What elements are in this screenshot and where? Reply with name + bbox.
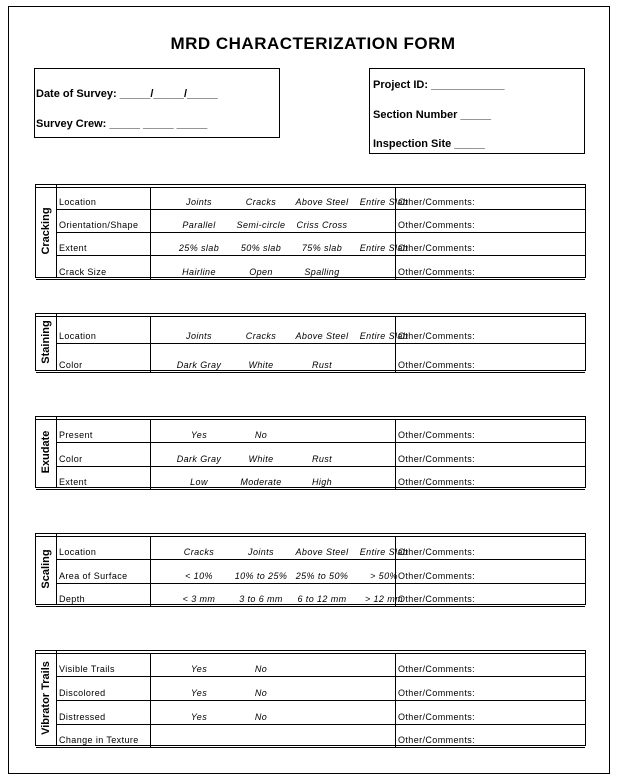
option-choice[interactable]: 25% to 50%: [295, 571, 349, 581]
option-choice[interactable]: Above Steel: [295, 331, 349, 341]
column-divider: [395, 344, 396, 372]
option-choice[interactable]: Dark Gray: [176, 454, 222, 464]
row-label: Orientation/Shape: [59, 220, 139, 230]
option-choice[interactable]: Dark Gray: [176, 360, 222, 370]
table-row: [56, 344, 585, 372]
column-divider: [150, 316, 151, 343]
column-divider: [150, 187, 151, 209]
other-comments-field[interactable]: Other/Comments:: [398, 267, 476, 277]
column-divider: [395, 725, 396, 747]
survey-crew-field[interactable]: Survey Crew: _____ _____ _____: [36, 118, 208, 130]
other-comments-field[interactable]: Other/Comments:: [398, 331, 476, 341]
row-label: Location: [59, 547, 97, 557]
option-choice[interactable]: Entire Slab: [359, 197, 409, 207]
section-vibrator-trails: [35, 650, 586, 746]
option-choice[interactable]: Joints: [186, 197, 212, 207]
option-choice[interactable]: Yes: [190, 712, 208, 722]
other-comments-field[interactable]: Other/Comments:: [398, 477, 476, 487]
column-divider: [395, 677, 396, 700]
column-divider: [395, 467, 396, 489]
column-divider: [150, 653, 151, 676]
other-comments-field[interactable]: Other/Comments:: [398, 430, 476, 440]
column-divider: [395, 210, 396, 232]
other-comments-field[interactable]: Other/Comments:: [398, 243, 476, 253]
other-comments-field[interactable]: Other/Comments:: [398, 688, 476, 698]
column-divider: [150, 443, 151, 466]
option-choice[interactable]: Spalling: [304, 267, 340, 277]
option-choice[interactable]: Entire Slab: [359, 331, 409, 341]
project-id-field[interactable]: Project ID: ____________: [373, 79, 505, 91]
table-row: [56, 443, 585, 467]
other-comments-field[interactable]: Other/Comments:: [398, 571, 476, 581]
section-label: Scaling: [40, 549, 52, 589]
option-choice[interactable]: > 12 mm: [364, 594, 404, 604]
survey-info-box: [34, 68, 280, 138]
option-choice[interactable]: < 3 mm: [182, 594, 216, 604]
option-choice[interactable]: Cracks: [245, 197, 277, 207]
option-choice[interactable]: Moderate: [240, 477, 282, 487]
option-choice[interactable]: No: [254, 712, 268, 722]
option-choice[interactable]: 50% slab: [240, 243, 282, 253]
option-choice[interactable]: Entire Slab: [359, 547, 409, 557]
inspection-site-field[interactable]: Inspection Site _____: [373, 138, 485, 150]
option-choice[interactable]: Yes: [190, 664, 208, 674]
option-choice[interactable]: Above Steel: [295, 197, 349, 207]
row-label: Location: [59, 331, 97, 341]
column-divider: [395, 653, 396, 676]
column-divider: [395, 419, 396, 442]
other-comments-field[interactable]: Other/Comments:: [398, 454, 476, 464]
table-row: [56, 467, 585, 489]
row-label: Visible Trails: [59, 664, 115, 674]
table-row: [56, 256, 585, 279]
section-cracking: [35, 184, 586, 278]
column-divider: [395, 256, 396, 279]
option-choice[interactable]: Joints: [248, 547, 274, 557]
option-choice[interactable]: < 10%: [185, 571, 213, 581]
table-row: [56, 210, 585, 233]
section-label: Exudate: [40, 430, 52, 474]
date-of-survey-field[interactable]: Date of Survey: _____/_____/_____: [36, 88, 218, 100]
row-label: Change in Texture: [59, 735, 139, 745]
column-divider: [150, 584, 151, 606]
section-exudate: [35, 416, 586, 488]
other-comments-field[interactable]: Other/Comments:: [398, 220, 476, 230]
other-comments-field[interactable]: Other/Comments:: [398, 664, 476, 674]
option-choice[interactable]: No: [254, 430, 268, 440]
other-comments-field[interactable]: Other/Comments:: [398, 594, 476, 604]
option-choice[interactable]: 3 to 6 mm: [239, 594, 283, 604]
row-label: Color: [59, 360, 83, 370]
option-choice[interactable]: Yes: [190, 688, 208, 698]
table-row: [56, 187, 585, 210]
section-label: Vibrator Trails: [40, 661, 52, 735]
column-divider: [150, 467, 151, 489]
section-label-cell: [36, 417, 57, 487]
option-choice[interactable]: Open: [249, 267, 273, 277]
column-divider: [150, 233, 151, 255]
section-label-cell: [36, 651, 57, 745]
option-choice[interactable]: Semi-circle: [236, 220, 286, 230]
column-divider: [395, 701, 396, 724]
table-row: [56, 677, 585, 701]
option-choice[interactable]: 6 to 12 mm: [297, 594, 347, 604]
section-label: Staining: [40, 320, 52, 364]
section-label-cell: [36, 534, 57, 604]
option-choice[interactable]: No: [254, 664, 268, 674]
option-choice[interactable]: Hairline: [182, 267, 216, 277]
row-label: Location: [59, 197, 97, 207]
column-divider: [395, 443, 396, 466]
table-row: [56, 584, 585, 606]
option-choice[interactable]: Joints: [186, 331, 212, 341]
column-divider: [150, 701, 151, 724]
option-choice[interactable]: Above Steel: [295, 547, 349, 557]
table-row: [56, 560, 585, 584]
table-row: [56, 233, 585, 256]
project-info-box: [369, 68, 585, 154]
column-divider: [150, 560, 151, 583]
table-row: [56, 653, 585, 677]
table-row: [56, 316, 585, 344]
option-choice[interactable]: Cracks: [245, 331, 277, 341]
option-choice[interactable]: 75% slab: [301, 243, 343, 253]
option-choice[interactable]: White: [248, 454, 274, 464]
option-choice[interactable]: Rust: [311, 454, 333, 464]
option-choice[interactable]: White: [248, 360, 274, 370]
section-scaling: [35, 533, 586, 605]
option-choice[interactable]: 10% to 25%: [234, 571, 288, 581]
table-row: [56, 725, 585, 747]
option-choice[interactable]: Parallel: [182, 220, 216, 230]
option-choice[interactable]: Cracks: [183, 547, 215, 557]
section-label-cell: [36, 314, 57, 370]
column-divider: [150, 419, 151, 442]
column-divider: [150, 210, 151, 232]
row-label: Depth: [59, 594, 86, 604]
option-choice[interactable]: Entire Slab: [359, 243, 409, 253]
column-divider: [150, 725, 151, 747]
row-label: Extent: [59, 477, 87, 487]
section-staining: [35, 313, 586, 371]
other-comments-field[interactable]: Other/Comments:: [398, 197, 476, 207]
table-row: [56, 419, 585, 443]
column-divider: [150, 256, 151, 279]
option-choice[interactable]: Criss Cross: [296, 220, 348, 230]
option-choice[interactable]: 25% slab: [178, 243, 220, 253]
form-title: MRD CHARACTERIZATION FORM: [170, 34, 456, 53]
other-comments-field[interactable]: Other/Comments:: [398, 360, 476, 370]
section-label: Cracking: [40, 207, 52, 255]
option-choice[interactable]: Low: [190, 477, 208, 487]
column-divider: [150, 677, 151, 700]
row-label: Present: [59, 430, 93, 440]
row-label: Distressed: [59, 712, 106, 722]
row-label: Discolored: [59, 688, 106, 698]
row-label: Area of Surface: [59, 571, 128, 581]
row-label: Extent: [59, 243, 87, 253]
other-comments-field[interactable]: Other/Comments:: [398, 712, 476, 722]
other-comments-field[interactable]: Other/Comments:: [398, 547, 476, 557]
row-label: Color: [59, 454, 83, 464]
option-choice[interactable]: No: [254, 688, 268, 698]
option-choice[interactable]: High: [311, 477, 333, 487]
column-divider: [150, 344, 151, 372]
option-choice[interactable]: Yes: [190, 430, 208, 440]
row-label: Crack Size: [59, 267, 107, 277]
section-number-field[interactable]: Section Number _____: [373, 109, 491, 121]
table-row: [56, 701, 585, 725]
column-divider: [150, 536, 151, 559]
option-choice[interactable]: Rust: [311, 360, 333, 370]
table-row: [56, 536, 585, 560]
section-label-cell: [36, 185, 57, 277]
option-choice[interactable]: > 50%: [370, 571, 398, 581]
other-comments-field[interactable]: Other/Comments:: [398, 735, 476, 745]
